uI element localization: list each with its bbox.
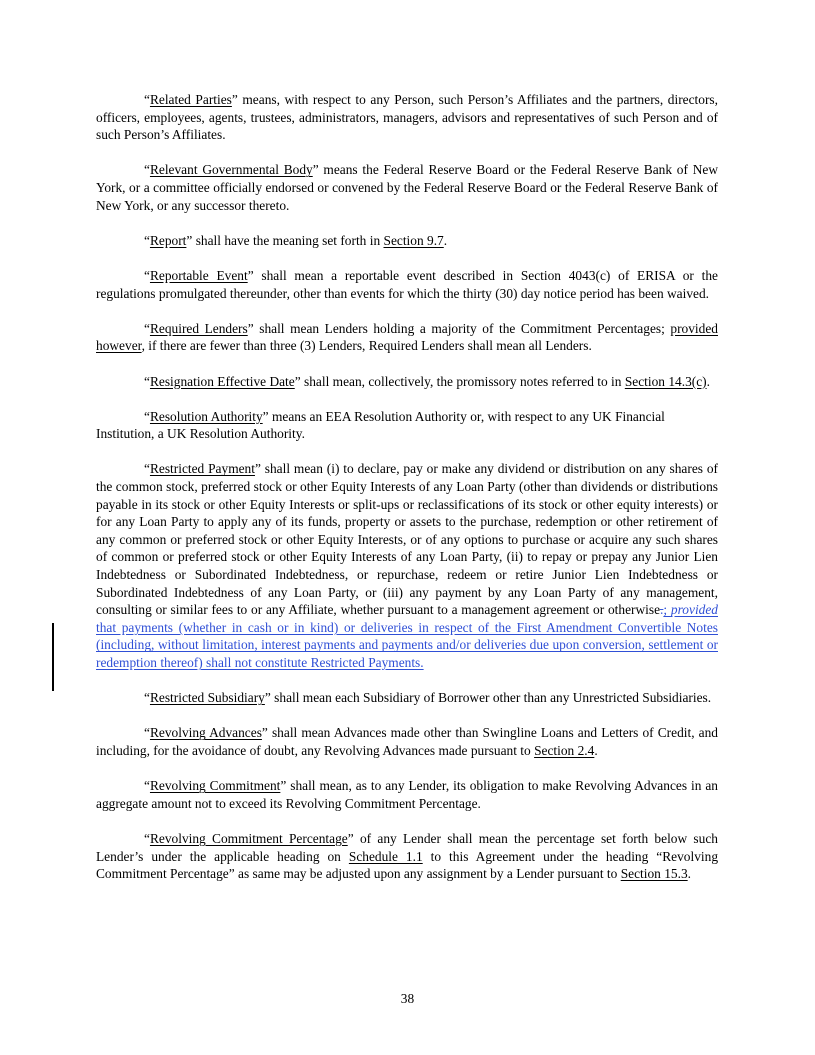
defined-term: Related Parties xyxy=(149,92,232,107)
section-reference: Section 9.7 xyxy=(383,232,444,248)
definition-restricted-subsidiary: “Restricted Subsidiary” shall mean each Subsidiary of Borrower other than any Unrestricted Subsidiaries. xyxy=(144,690,712,706)
defined-term: Restricted Payment xyxy=(149,461,255,477)
inserted-text: that payments (whether in cash or in kind) or deliveries in respect of the First Amendment Convertible Notes (including, without limitation, interest payments and payments and/or deliveries due upon conversion, settlement or redemption thereof) shall not constitute Restricted Payments. xyxy=(96,619,718,670)
definition-required-lenders: “Required Lenders” shall mean Lenders holding a majority of the Commitment Percentages; provided however, if there are fewer than three (3) Lenders, Required Lenders shall mean all Lenders. xyxy=(96,320,718,354)
defined-term: Resolution Authority xyxy=(149,408,263,424)
definition-revolving-commitment-percentage: “Revolving Commitment Percentage” of any Lender shall mean the percentage set forth below such Lender’s under the applicable heading on Schedule 1.1 to this Agreement under the heading “Revolving Commitment Percentage” as same may be adjusted upon any assignment by a Lender pursuant to Section 15.3. xyxy=(96,830,719,882)
definition-reportable-event: “Reportable Event” shall mean a reportable event described in Section 4043(c) of ERISA or the regulations promulgated thereunder, other than events for which the thirty (30) day notice period has been waived. xyxy=(96,267,718,301)
definition-report: “Report” shall have the meaning set forth in Section 9.7. xyxy=(144,232,448,248)
deleted-text: . xyxy=(660,602,664,618)
defined-term: Restricted Subsidiary xyxy=(149,690,265,706)
definition-revolving-commitment: “Revolving Commitment” shall mean, as to any Lender, its obligation to make Revolving Advances in an aggregate amount not to exceed its Revolving Commitment Percentage. xyxy=(96,778,718,811)
defined-term: Revolving Commitment Percentage xyxy=(149,830,348,846)
definition-resolution-authority: “Resolution Authority” means an EEA Resolution Authority or, with respect to any UK Financial Institution, a UK Resolution Authority. xyxy=(96,408,665,442)
definition-related-parties: “Related Parties” means, with respect to any Person, such Person’s Affiliates and the partners, directors, officers, employees, agents, trustees, administrators, managers, advisors and representatives of such Person and of such Person’s Affiliates. xyxy=(96,92,718,143)
defined-term: Revolving Advances xyxy=(149,725,262,741)
defined-term: Report xyxy=(149,232,187,248)
definition-restricted-payment: “Restricted Payment” shall mean (i) to declare, pay or make any dividend or distribution on any shares of the common stock, preferred stock or other Equity Interests of any Loan Party (other than dividends or distributions payable in its stock or other Equity Interests or split-ups or reclassifications of its stock or other equity interests) or for any Loan Party to apply any of its funds, property or assets to the purchase, redemption or other retirement of any common or preferred stock or other Equity Interests, or of any options to purchase or acquire any such shares of common or preferred stock or other Equity Interests of any Loan Party, (ii) to repay or prepay any Junior Lien Indebtedness or Subordinated Indebtedness, or repurchase, redeem or retire Junior Lien Indebtedness or Subordinated Indebtedness of any Loan Party, or (iii) any payment by any Loan Party of any management, consulting or similar fees to or any Affiliate, whether pursuant to a management agreement or otherwise.; provided that payments (whether in cash or in kind) or deliveries in respect of the First Amendment Convertible Notes (including, without limitation, interest payments and payments and/or deliveries due upon conversion, settlement or redemption thereof) shall not constitute Restricted Payments. xyxy=(96,461,718,670)
defined-term: Required Lenders xyxy=(149,320,248,336)
inserted-text-italic: provided xyxy=(670,602,718,618)
defined-term: Revolving Commitment xyxy=(149,778,281,794)
page-number: 38 xyxy=(400,991,415,1006)
definition-relevant-governmental-body: “Relevant Governmental Body” means the Federal Reserve Board or the Federal Reserve Bank of New York, or a committee officially endorsed or convened by the Federal Reserve Board or the Federal Reserve Bank of New York, or any successor thereto. xyxy=(96,162,719,213)
change-bar xyxy=(52,623,54,691)
document-body xyxy=(96,91,718,900)
section-reference: Section 2.4 xyxy=(534,742,595,758)
defined-term: Resignation Effective Date xyxy=(149,373,295,389)
definition-resignation-effective-date: “Resignation Effective Date” shall mean, collectively, the promissory notes referred to in Section 14.3(c). xyxy=(144,373,710,389)
schedule-reference: Schedule 1.1 xyxy=(348,848,423,864)
defined-term: Relevant Governmental Body xyxy=(149,162,313,178)
section-reference: Section 14.3(c) xyxy=(624,373,707,389)
definition-revolving-advances: “Revolving Advances” shall mean Advances made other than Swingline Loans and Letters of Credit, and including, for the avoidance of doubt, any Revolving Advances made pursuant to Section 2.4. xyxy=(96,725,718,758)
defined-term: Reportable Event xyxy=(149,267,248,283)
section-reference: Section 15.3 xyxy=(620,866,688,882)
inserted-text: ; xyxy=(663,602,671,618)
